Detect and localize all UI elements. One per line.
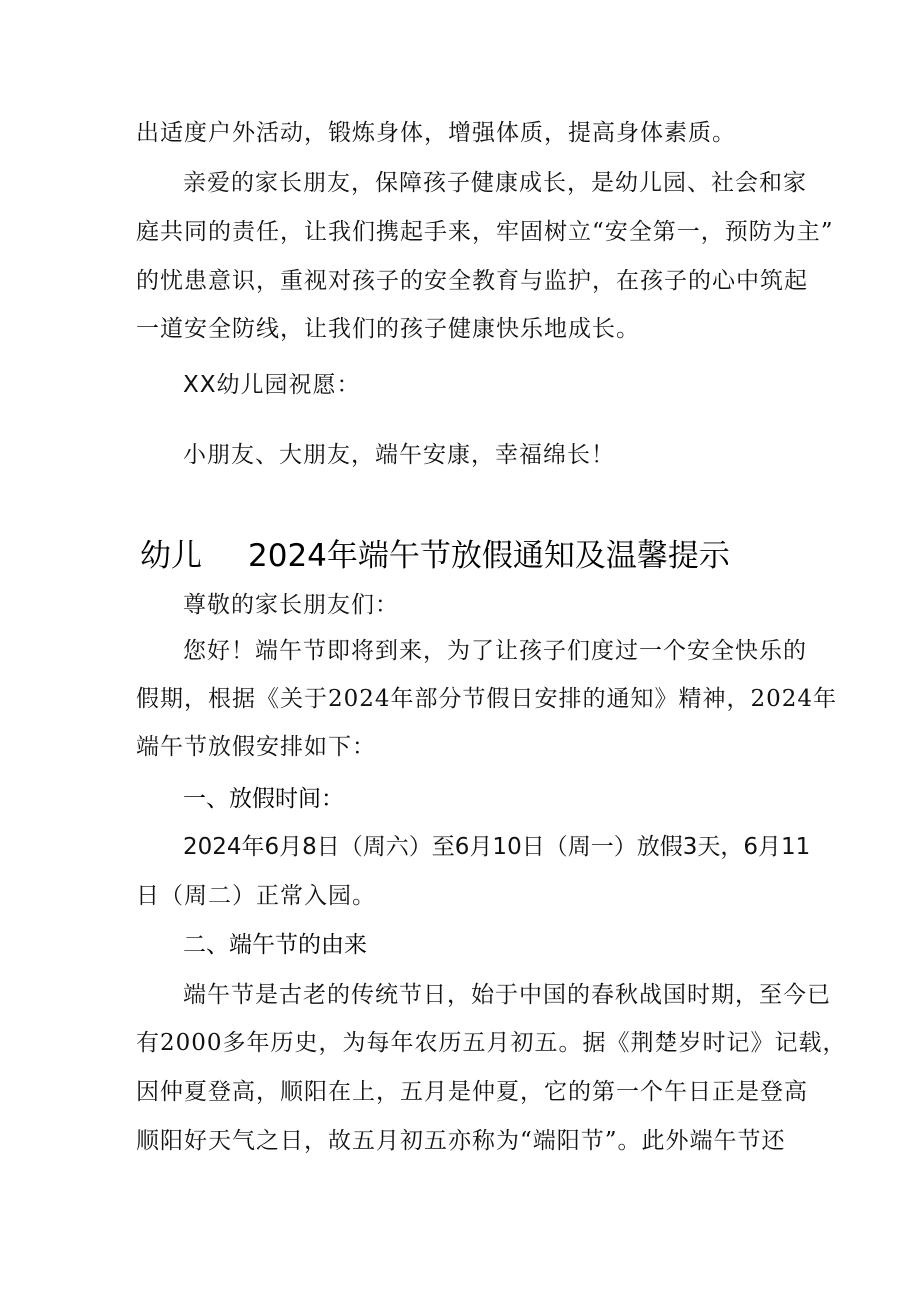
paragraph-line: 端午节放假安排如下： — [136, 734, 376, 760]
wishes-text: 小朋友、大朋友，端午安康，幸福绵长！ — [183, 442, 615, 468]
salutation: 尊敬的家长朋友们： — [183, 592, 399, 618]
paragraph-line: 2024年6月8日（周六）至6月10日（周一）放假3天，6月11 — [183, 834, 811, 860]
paragraph-line: 的忧患意识，重视对孩子的安全教育与监护，在孩子的心中筑起 — [136, 268, 808, 294]
paragraph-line: 一道安全防线，让我们的孩子健康快乐地成长。 — [136, 316, 640, 342]
paragraph-line: 因仲夏登高，顺阳在上，五月是仲夏，它的第一个午日正是登高 — [136, 1079, 808, 1105]
wishes-from: XX幼儿园祝愿： — [183, 372, 361, 398]
paragraph-line: 亲爱的家长朋友，保障孩子健康成长，是幼儿园、社会和家 — [183, 170, 807, 196]
notice-title-part1: 幼儿 — [140, 538, 202, 574]
paragraph-line: 假期，根据《关于2024年部分节假日安排的通知》精神，2024年 — [136, 686, 838, 712]
notice-title — [140, 536, 780, 576]
notice-title-part2: 2024年端午节放假通知及温馨提示 — [248, 538, 730, 574]
section-heading: 二、端午节的由来 — [183, 932, 367, 958]
paragraph-line: 您好！端午节即将到来，为了让孩子们度过一个安全快乐的 — [183, 638, 807, 664]
paragraph-line: 有2000多年历史，为每年农历五月初五。据《荆楚岁时记》记载， — [136, 1030, 847, 1056]
paragraph-line: 端午节是古老的传统节日，始于中国的春秋战国时期，至今已 — [183, 982, 831, 1008]
section-heading: 一、放假时间： — [183, 786, 344, 812]
paragraph-line: 出适度户外活动，锻炼身体，增强体质，提高身体素质。 — [136, 120, 736, 146]
paragraph-line: 顺阳好天气之日，故五月初五亦称为“端阳节”。此外端午节还 — [136, 1128, 786, 1154]
paragraph-line: 庭共同的责任，让我们携起手来，牢固树立“安全第一，预防为主” — [136, 219, 834, 245]
paragraph-line: 日（周二）正常入园。 — [136, 883, 376, 909]
